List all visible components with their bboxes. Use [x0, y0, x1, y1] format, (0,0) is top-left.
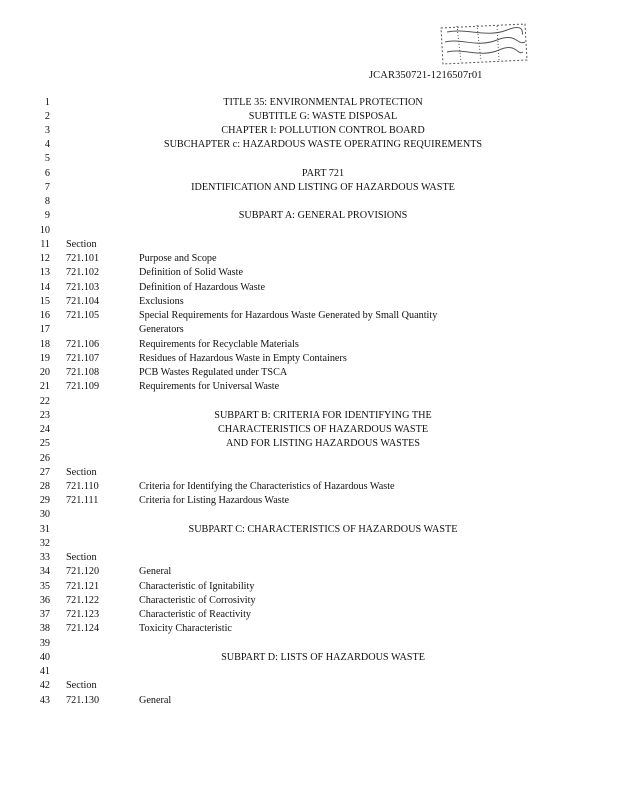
section-title: General [139, 566, 172, 578]
line-number: 40 [39, 651, 50, 663]
section-number: 721.109 [66, 381, 100, 393]
document-line [0, 694, 619, 708]
document-id: JCAR350721-1216507r01 [369, 70, 483, 81]
document-line [0, 295, 619, 309]
document-line [0, 523, 619, 537]
line-number: 3 [44, 124, 50, 136]
document-line [0, 352, 619, 366]
heading-text: SUBPART B: CRITERIA FOR IDENTIFYING THE [214, 409, 432, 421]
section-title: Characteristic of Corrosivity [139, 594, 256, 606]
section-title: General [139, 694, 172, 706]
section-number: 721.103 [66, 281, 100, 293]
document-line [0, 608, 619, 622]
heading-text: SUBTITLE G: WASTE DISPOSAL [248, 110, 398, 122]
line-number: 25 [39, 438, 50, 450]
section-number: 721.104 [66, 295, 100, 307]
document-line [0, 195, 619, 209]
section-label: Section [66, 680, 97, 692]
document-line [0, 380, 619, 394]
section-title: PCB Wastes Regulated under TSCA [139, 367, 288, 379]
heading-text: SUBCHAPTER c: HAZARDOUS WASTE OPERATING REQUIREMENTS [163, 139, 483, 151]
line-number: 27 [39, 466, 50, 478]
document-line [0, 181, 619, 195]
document-line [0, 565, 619, 579]
line-number: 17 [39, 324, 50, 336]
section-number: 721.120 [66, 566, 100, 578]
section-number: 721.107 [66, 352, 100, 364]
section-title: Residues of Hazardous Waste in Empty Containers [139, 352, 347, 364]
section-number: 721.130 [66, 694, 100, 706]
line-number: 13 [39, 267, 50, 279]
section-label: Section [66, 238, 97, 250]
section-title: Criteria for Identifying the Characteristics of Hazardous Waste [139, 480, 395, 492]
document-line [0, 466, 619, 480]
received-stamp [437, 20, 529, 66]
line-number: 15 [39, 295, 50, 307]
document-line [0, 423, 619, 437]
document-line [0, 167, 619, 181]
line-number: 18 [39, 338, 50, 350]
document-line [0, 480, 619, 494]
document-line [0, 252, 619, 266]
line-number: 41 [39, 666, 50, 678]
line-number: 14 [39, 281, 50, 293]
section-number: 721.105 [66, 310, 100, 322]
heading-text: SUBPART A: GENERAL PROVISIONS [238, 210, 408, 222]
section-label: Section [66, 466, 97, 478]
section-number: 721.101 [66, 253, 100, 265]
line-number: 6 [44, 167, 50, 179]
line-number: 33 [39, 552, 50, 564]
heading-text: AND FOR LISTING HAZARDOUS WASTES [226, 438, 420, 450]
line-number: 29 [39, 495, 50, 507]
section-number: 721.108 [66, 367, 100, 379]
line-number: 31 [39, 523, 50, 535]
heading-text: TITLE 35: ENVIRONMENTAL PROTECTION [223, 96, 423, 108]
document-line [0, 124, 619, 138]
document-line [0, 437, 619, 451]
line-number: 11 [40, 238, 50, 250]
document-line [0, 508, 619, 522]
document-line [0, 138, 619, 152]
line-number: 26 [39, 452, 50, 464]
line-number: 34 [39, 566, 50, 578]
section-label: Section [66, 552, 97, 564]
line-number: 37 [39, 609, 50, 621]
document-line [0, 395, 619, 409]
section-title: Characteristic of Reactivity [139, 609, 252, 621]
document-line [0, 452, 619, 466]
line-number: 43 [39, 694, 50, 706]
line-number: 32 [39, 537, 50, 549]
line-number: 7 [44, 181, 50, 193]
line-number: 10 [39, 224, 50, 236]
line-number: 22 [39, 395, 50, 407]
section-number: 721.102 [66, 267, 100, 279]
section-title: Definition of Hazardous Waste [139, 281, 266, 293]
section-number: 721.111 [66, 495, 99, 507]
line-number: 39 [39, 637, 50, 649]
line-number: 42 [39, 680, 50, 692]
document-line [0, 110, 619, 124]
section-number: 721.106 [66, 338, 100, 350]
document-line [0, 551, 619, 565]
document-line [0, 651, 619, 665]
section-title: Exclusions [139, 295, 184, 307]
document-line [0, 622, 619, 636]
document-line [0, 152, 619, 166]
document-line [0, 338, 619, 352]
line-number: 36 [39, 594, 50, 606]
document-line [0, 309, 619, 323]
section-number: 721.122 [66, 594, 100, 606]
document-line [0, 665, 619, 679]
line-number: 28 [39, 480, 50, 492]
line-number: 8 [44, 196, 50, 208]
line-number: 23 [39, 409, 50, 421]
document-line [0, 594, 619, 608]
section-title: Purpose and Scope [139, 253, 217, 265]
document-line [0, 224, 619, 238]
document-line [0, 494, 619, 508]
document-line [0, 96, 619, 110]
heading-text: CHAPTER I: POLLUTION CONTROL BOARD [221, 124, 425, 136]
heading-text: SUBPART D: LISTS OF HAZARDOUS WASTE [221, 651, 425, 663]
heading-text: CHARACTERISTICS OF HAZARDOUS WASTE [217, 424, 429, 436]
section-title: Toxicity Characteristic [139, 623, 232, 635]
line-number: 24 [39, 424, 50, 436]
line-number: 2 [44, 110, 50, 122]
line-number: 16 [39, 310, 50, 322]
section-title: Criteria for Listing Hazardous Waste [139, 495, 290, 507]
section-title: Definition of Solid Waste [139, 267, 243, 279]
line-number: 38 [39, 623, 50, 635]
section-title: Requirements for Universal Waste [139, 381, 280, 393]
document-line [0, 679, 619, 693]
line-number: 9 [44, 210, 50, 222]
section-number: 721.124 [66, 623, 100, 635]
line-number: 5 [44, 153, 50, 165]
document-line [0, 238, 619, 252]
line-number: 12 [39, 253, 50, 265]
document-line [0, 266, 619, 280]
line-number: 30 [39, 509, 50, 521]
section-number: 721.123 [66, 609, 100, 621]
document-line [0, 366, 619, 380]
line-number: 4 [44, 139, 50, 151]
section-title-continued: Generators [139, 324, 184, 336]
document-line [0, 580, 619, 594]
document-line [0, 637, 619, 651]
line-number: 20 [39, 367, 50, 379]
heading-text: PART 721 [301, 167, 345, 179]
heading-text: SUBPART C: CHARACTERISTICS OF HAZARDOUS WASTE [188, 523, 458, 535]
line-number: 1 [44, 96, 50, 108]
section-title: Special Requirements for Hazardous Waste Generated by Small Quantity [139, 310, 438, 322]
line-number: 35 [39, 580, 50, 592]
document-line [0, 281, 619, 295]
document-line [0, 409, 619, 423]
line-number: 19 [39, 352, 50, 364]
line-number: 21 [39, 381, 50, 393]
section-title: Characteristic of Ignitability [139, 580, 255, 592]
section-number: 721.121 [66, 580, 100, 592]
document-line [0, 323, 619, 337]
document-line [0, 537, 619, 551]
document-line [0, 209, 619, 223]
section-title: Requirements for Recyclable Materials [139, 338, 299, 350]
section-number: 721.110 [66, 480, 99, 492]
heading-text: IDENTIFICATION AND LISTING OF HAZARDOUS WASTE [191, 181, 455, 193]
